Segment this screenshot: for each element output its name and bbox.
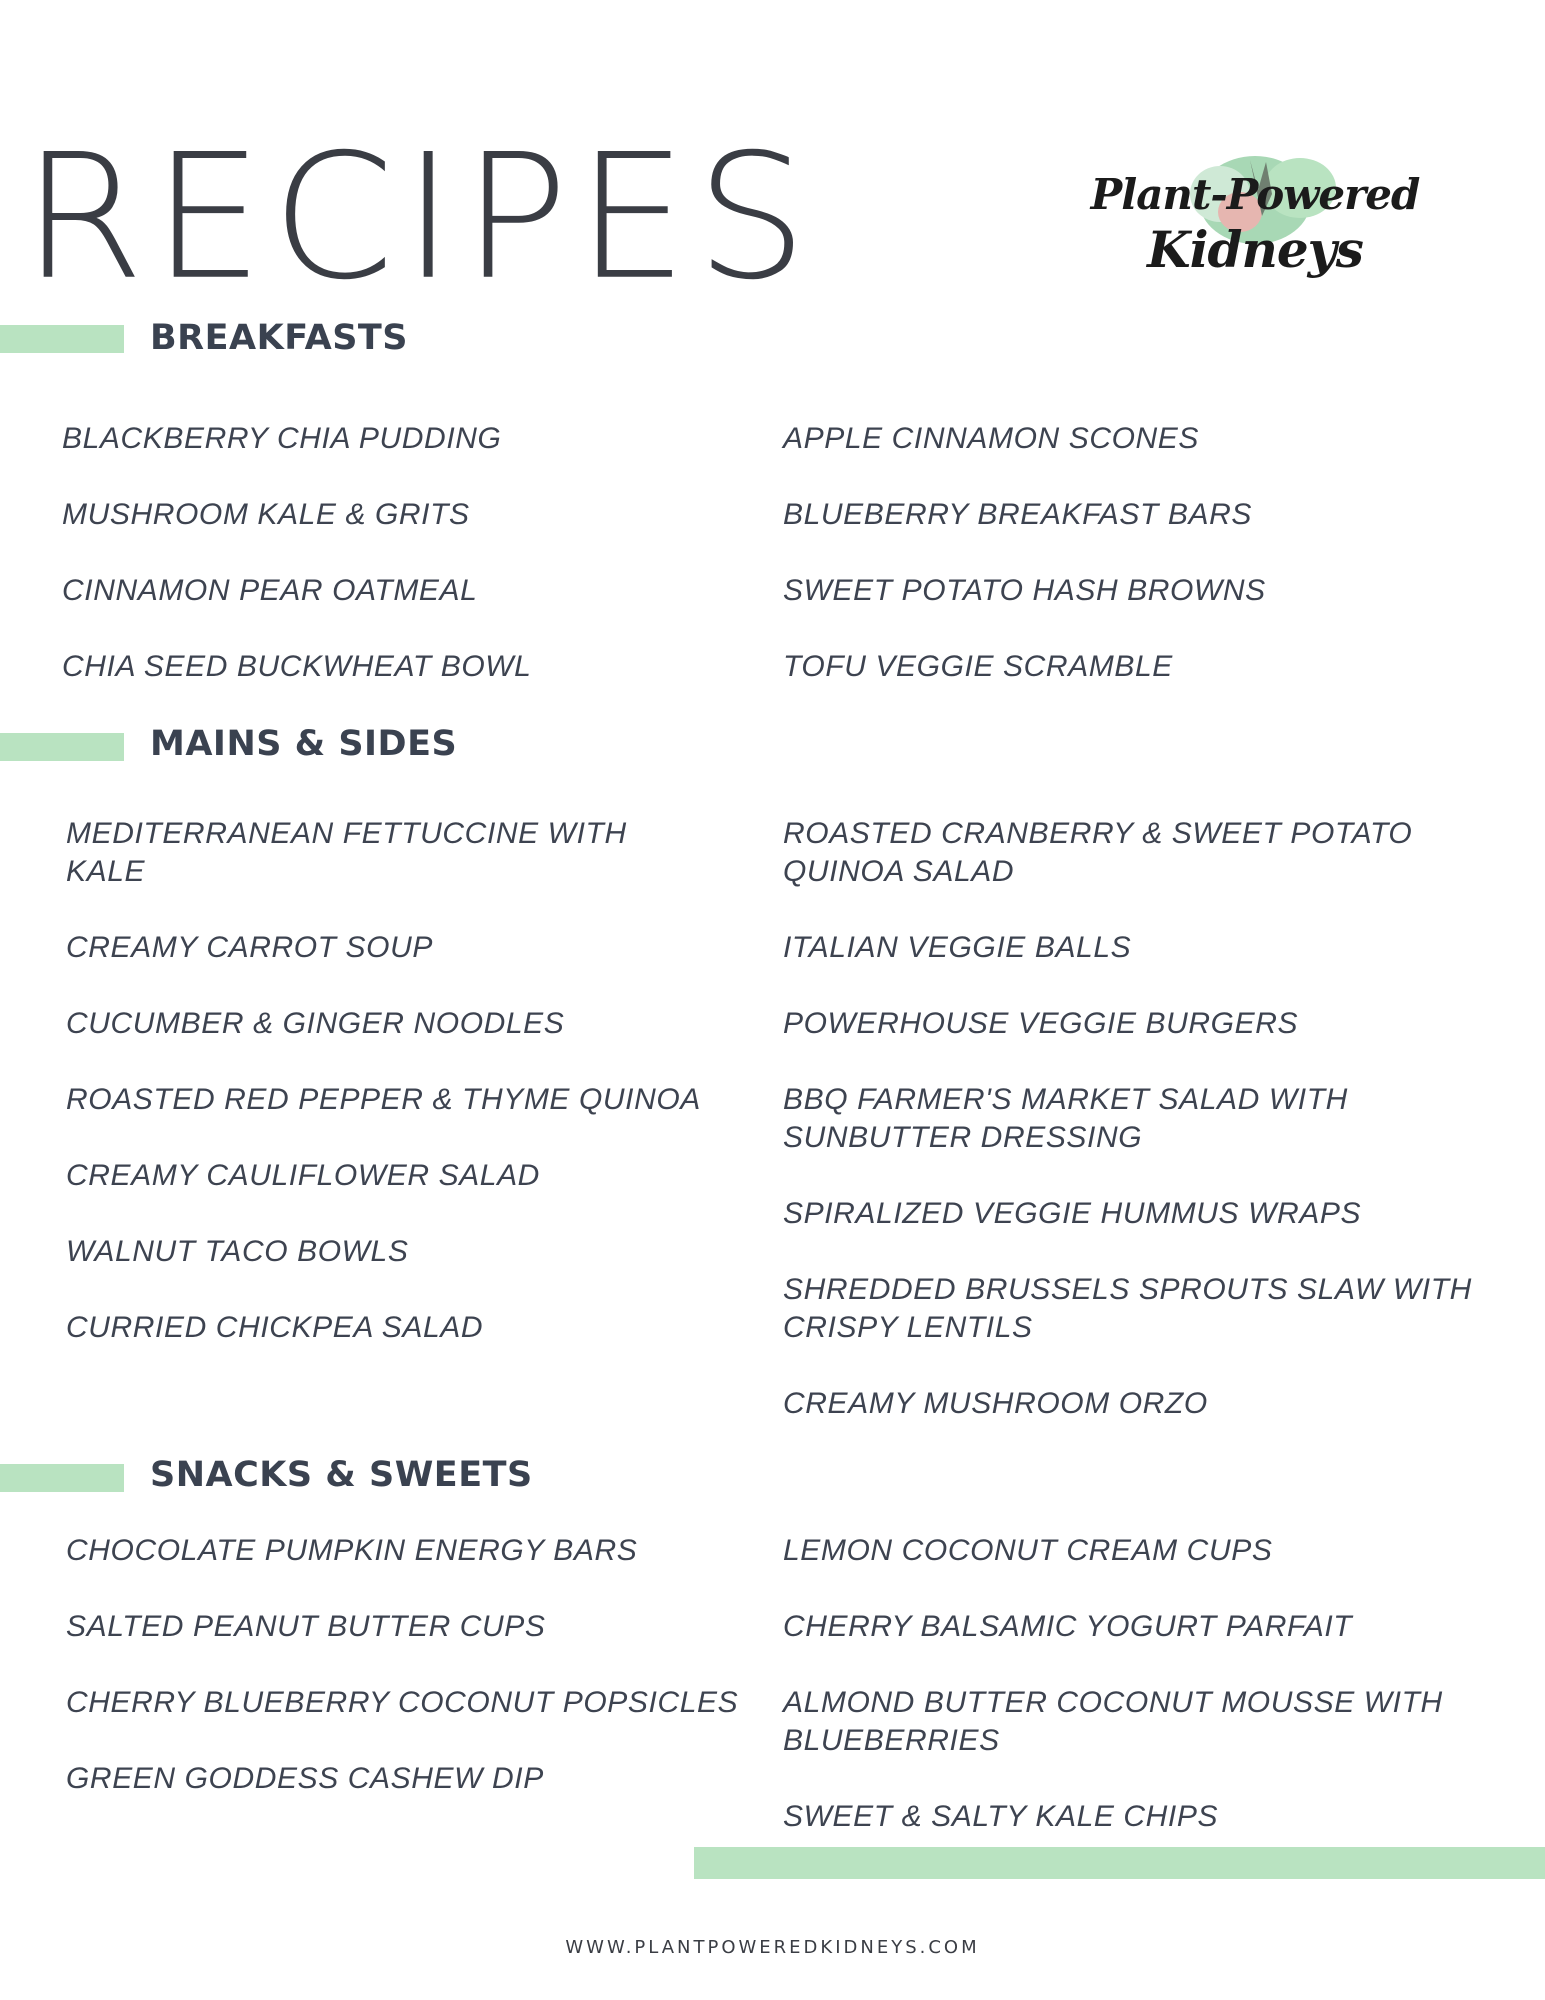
recipe-item-line: ALMOND BUTTER COCONUT MOUSSE WITH: [783, 1686, 1443, 1719]
recipe-item: TOFU VEGGIE SCRAMBLE: [783, 650, 1173, 683]
recipe-item: SWEET POTATO HASH BROWNS: [783, 574, 1266, 607]
recipe-item: CINNAMON PEAR OATMEAL: [62, 574, 478, 607]
recipe-item-line: SHREDDED BRUSSELS SPROUTS SLAW WITH: [783, 1273, 1472, 1306]
recipe-item: CHIA SEED BUCKWHEAT BOWL: [62, 650, 532, 683]
recipe-item: [783, 1271, 1472, 1347]
recipe-item: CHERRY BLUEBERRY COCONUT POPSICLES: [66, 1686, 739, 1719]
logo-text-line2: Kidneys: [1147, 220, 1363, 279]
recipe-item: BLACKBERRY CHIA PUDDING: [62, 422, 502, 455]
recipe-item: POWERHOUSE VEGGIE BURGERS: [783, 1007, 1299, 1040]
recipe-item: [783, 1081, 1348, 1157]
section-heading-mains-sides: MAINS & SIDES: [150, 724, 458, 764]
brand-logo: [1090, 150, 1420, 300]
recipe-item: APPLE CINNAMON SCONES: [783, 422, 1200, 455]
recipe-item-line: SUNBUTTER DRESSING: [783, 1121, 1143, 1154]
recipe-item: CREAMY MUSHROOM ORZO: [783, 1387, 1208, 1420]
recipe-item: [783, 1684, 1443, 1760]
recipe-item: SPIRALIZED VEGGIE HUMMUS WRAPS: [783, 1197, 1362, 1230]
recipe-item: CREAMY CAULIFLOWER SALAD: [66, 1159, 540, 1192]
section-accent-bar: [0, 1464, 124, 1492]
logo-text-line1: Plant-Powered: [1090, 170, 1420, 219]
recipe-item-line: QUINOA SALAD: [783, 855, 1015, 888]
recipe-item: SALTED PEANUT BUTTER CUPS: [66, 1610, 546, 1643]
recipe-item-line: CRISPY LENTILS: [783, 1311, 1033, 1344]
recipe-item: SWEET & SALTY KALE CHIPS: [783, 1800, 1219, 1833]
recipe-item: GREEN GODDESS CASHEW DIP: [66, 1762, 544, 1795]
recipe-item: MUSHROOM KALE & GRITS: [62, 498, 470, 531]
section-heading-snacks-sweets: SNACKS & SWEETS: [150, 1455, 533, 1495]
website-url: WWW.PLANTPOWEREDKIDNEYS.COM: [565, 1937, 980, 1958]
recipe-item: [66, 815, 627, 891]
footer-accent-bar: [694, 1847, 1545, 1879]
recipe-item: CHERRY BALSAMIC YOGURT PARFAIT: [783, 1610, 1353, 1643]
recipe-item-line: ROASTED CRANBERRY & SWEET POTATO: [783, 817, 1413, 850]
recipe-item: [783, 815, 1412, 891]
recipe-item: CURRIED CHICKPEA SALAD: [66, 1311, 484, 1344]
recipe-item: WALNUT TACO BOWLS: [66, 1235, 409, 1268]
recipe-item: ITALIAN VEGGIE BALLS: [783, 931, 1132, 964]
section-accent-bar: [0, 733, 124, 761]
recipe-item-line: KALE: [66, 855, 146, 888]
recipe-item: CHOCOLATE PUMPKIN ENERGY BARS: [66, 1534, 638, 1567]
recipe-item: LEMON COCONUT CREAM CUPS: [783, 1534, 1273, 1567]
page-title: RECIPES: [22, 117, 816, 318]
recipe-item: BLUEBERRY BREAKFAST BARS: [783, 498, 1252, 531]
recipe-item-line: BBQ FARMER'S MARKET SALAD WITH: [783, 1083, 1348, 1116]
recipe-item-line: BLUEBERRIES: [783, 1724, 1000, 1757]
section-heading-breakfasts: BREAKFASTS: [150, 318, 409, 358]
recipe-item-line: MEDITERRANEAN FETTUCCINE WITH: [66, 817, 627, 850]
recipe-item: CREAMY CARROT SOUP: [66, 931, 433, 964]
recipe-item: CUCUMBER & GINGER NOODLES: [66, 1007, 565, 1040]
section-accent-bar: [0, 325, 124, 353]
recipe-item: ROASTED RED PEPPER & THYME QUINOA: [66, 1083, 701, 1116]
